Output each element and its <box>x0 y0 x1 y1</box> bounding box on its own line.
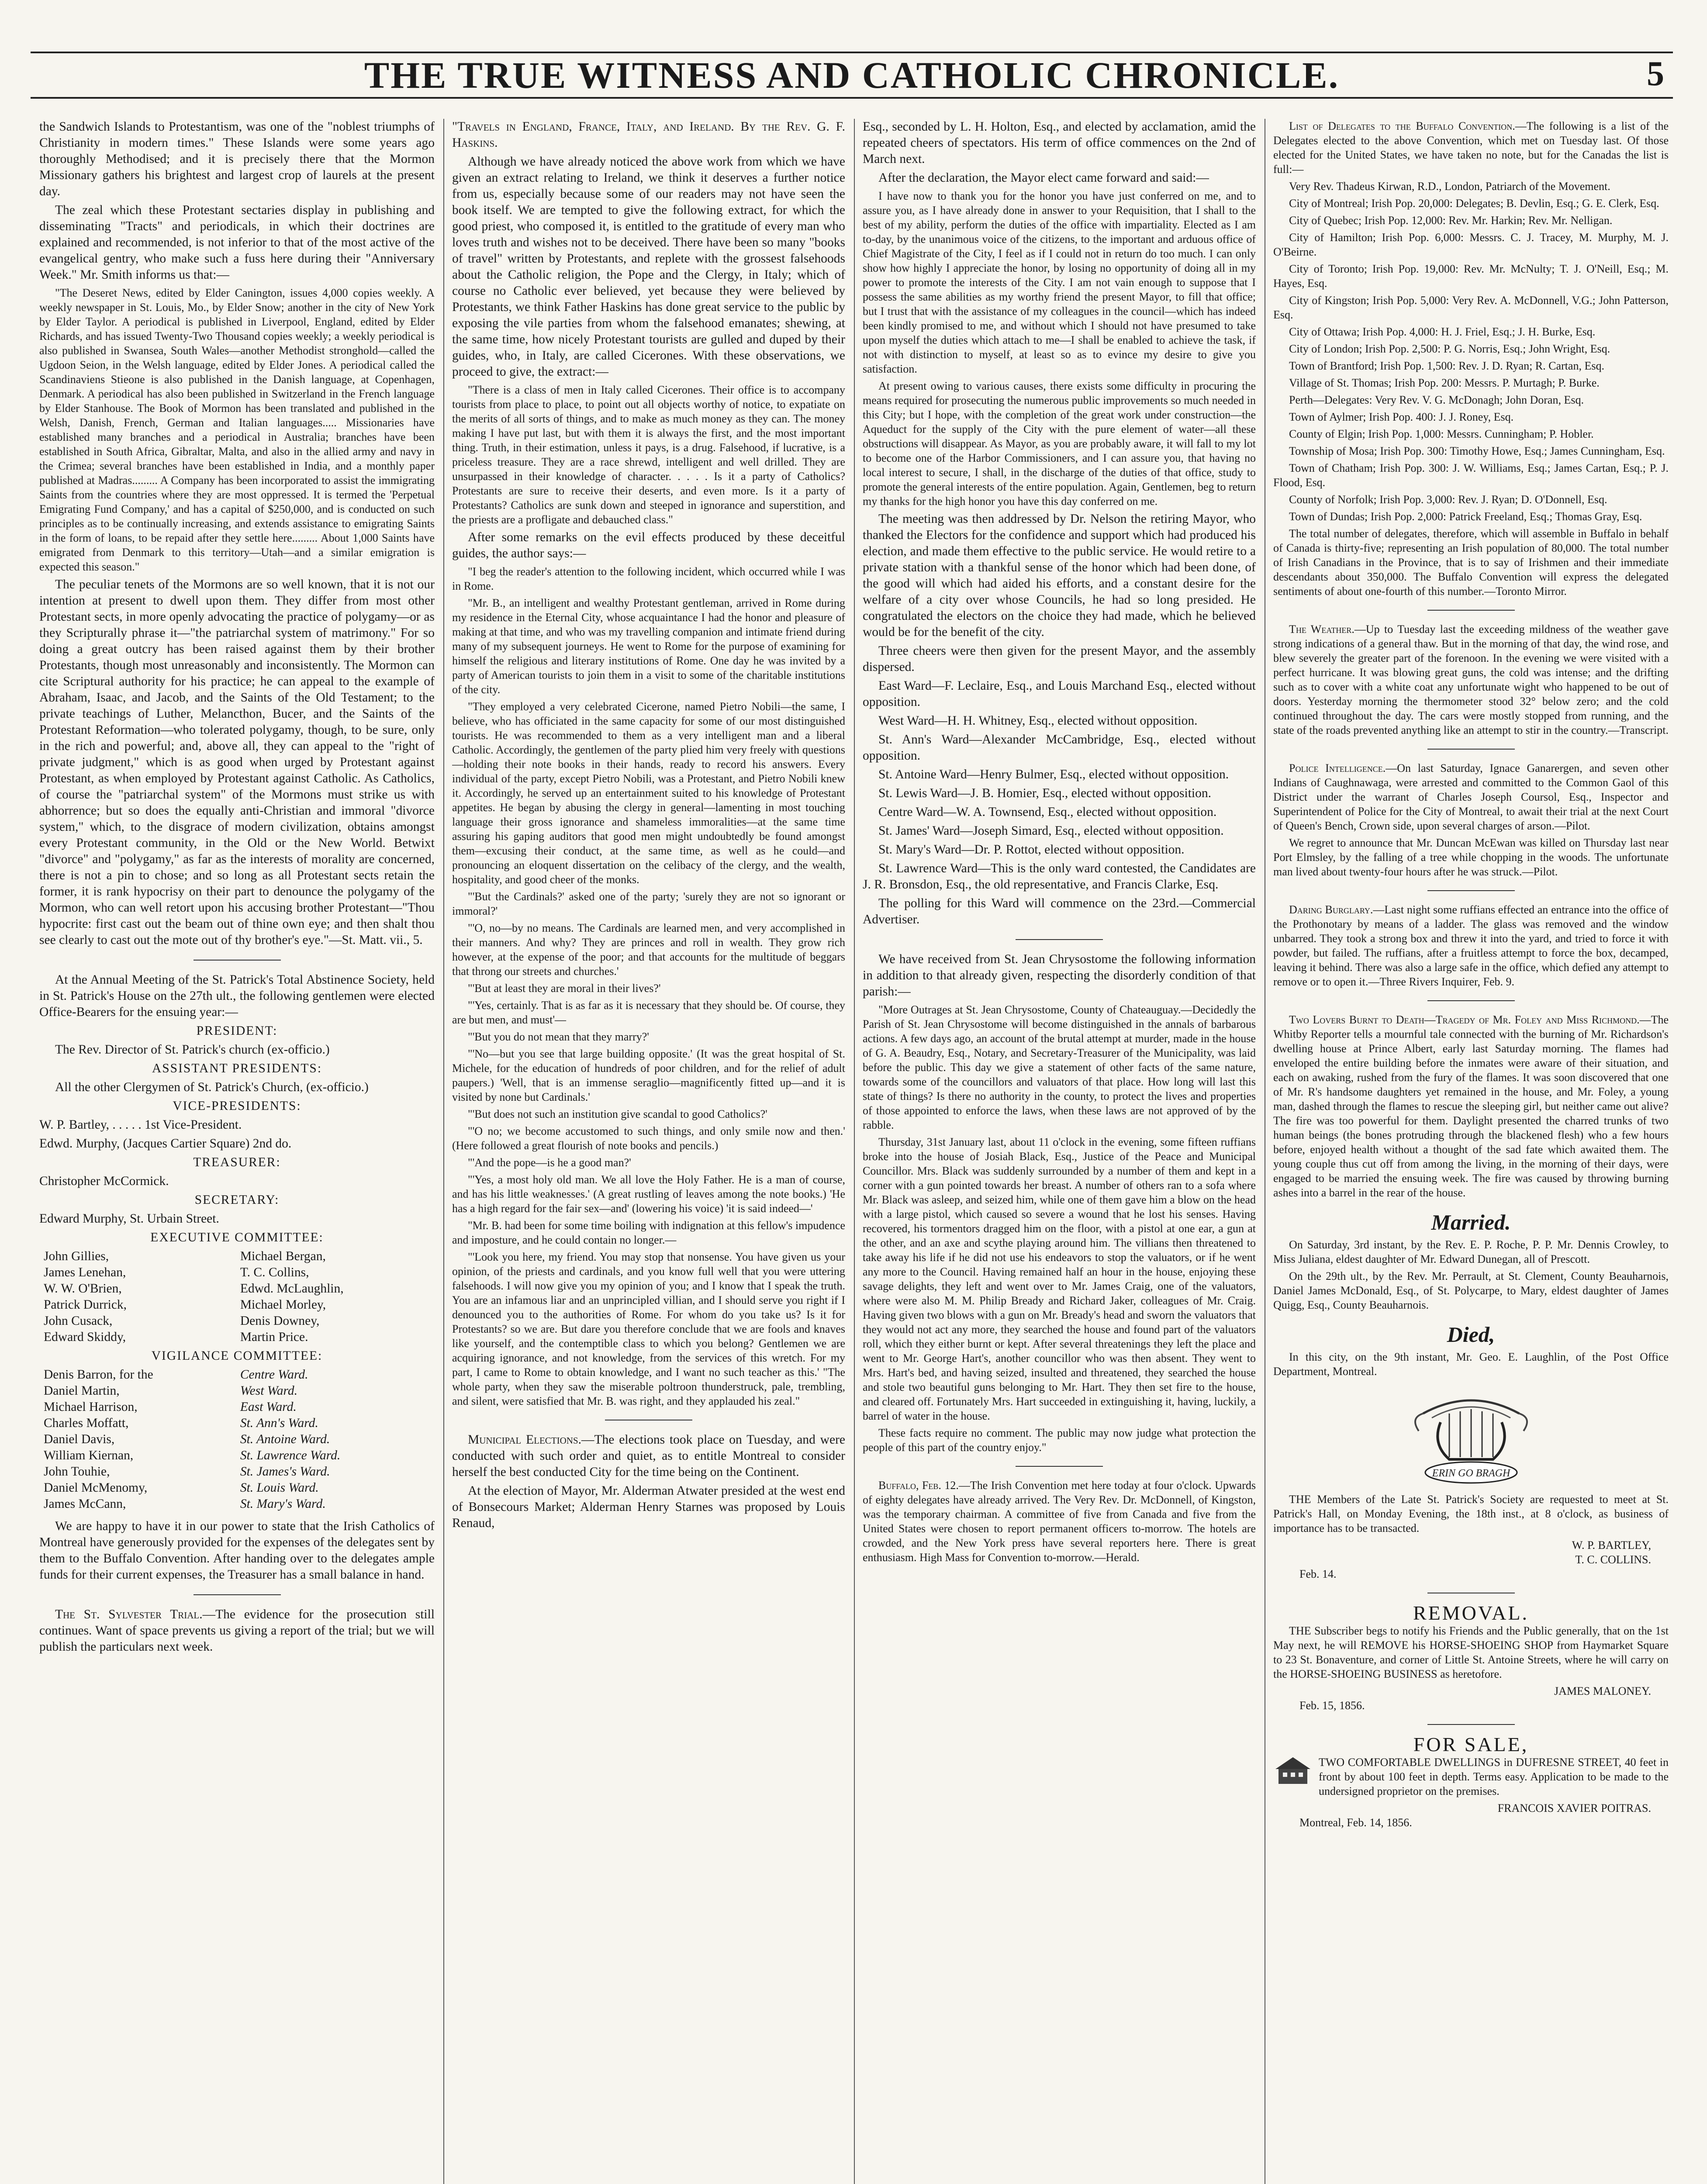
weather-report: The Weather.—Up to Tuesday last the exceeding mildness of the weather gave strong indications of a general thaw. But in the morning of that day, the wind rose, and blew severely the greater part of the forenoon. In the evening we were visited with a perfect hurricane. It was blowing great guns, the cold was intense; and the drifting such as to cover with a white coat any unfortunate wight who happened to be out of doors. Yesterday morning the thermometer stood 32° below zero; and the cold continued throughout the day. The cars were mostly stopped from running, and the state of the roads prevented anything like an attempt to stir in the country.—Transcript. <box>1273 623 1669 736</box>
delegate-line: Village of St. Thomas; Irish Pop. 200: Messrs. P. Murtagh; P. Burke. <box>1289 377 1600 389</box>
three-cheers: Three cheers were then given for the present Mayor, and the assembly dispersed. <box>863 644 1256 674</box>
delegate-line: Town of Chatham; Irish Pop. 300: J. W. Williams, Esq.; James Cartan, Esq.; P. J. Flood, Esq. <box>1273 462 1669 489</box>
mayor-speech-1: I have now to thank you for the honor you have just conferred on me, and to assure you, as I have already done in answer to your Requisition, that I shall to the best of my ability, perform the duties of the office with impartiality. Elected as I am to-day, by the unanimous voice of the citizens, to the important and arduous office of Chief Magistrate of the City, I feel as if I could not in return do too much. I can only show how highly I appreciate the honor, by losing no opportunity of doing all in my power to promote the interests of the City. I am not vain enough to suppose that I possess the same abilities as my worthy friend the present Mayor, to fill that office; but I trust that with the assistance of my colleagues in the council—which has indeed been kindly promised to me, and without which I should not have presumed to take upon myself the duties which attach to me—I shall be enabled to achieve the task, if not with distinction to myself, at least so as to evince my desire to give you satisfaction. <box>863 190 1256 375</box>
haskins-quote-3: "Mr. B., an intelligent and wealthy Protestant gentleman, arrived in Rome during my residence in the Eternal City, whose acquaintance I had the honor and pleasure of making at that time, and who was my travelling companion and intimate friend during many of my subsequent journeys. He went to Rome for the purpose of examining for himself the religious and literary institutions of Rome. One day he was invited by a party of American tourists to join them in a visit to some of the charitable institutions of the city. <box>452 597 845 696</box>
abstinence-intro: At the Annual Meeting of the St. Patrick's Total Abstinence Society, held in St. Patrick's House on the 27th ult., the following gentlemen were elected Office-Bearers for the ensuing year:— <box>39 973 435 1019</box>
list-item: W. W. O'Brien, Edwd. McLaughlin, <box>44 1282 344 1296</box>
ward-st-james: St. James' Ward—Joseph Simard, Esq., elected without opposition. <box>878 824 1224 838</box>
haskins-quote-5: "'But the Cardinals?' asked one of the party; 'surely they are not so ignorant or immoral?' <box>452 890 845 917</box>
buffalo-convention: Buffalo, Feb. 12.—The Irish Convention met here today at four o'clock. Upwards of eighty delegates have already arrived. The Very Rev. Dr. McDonnell, of Kingston, was the temporary chairman. A committee of five from Canada and five from the United States were chosen to report permanent officers to-morrow. The hotels are crowded, and the New York press have several reporters here. There is great enthusiasm. High Mass for Convention to-morrow.—Herald. <box>863 1479 1256 1564</box>
ward-st-antoine: St. Antoine Ward—Henry Bulmer, Esq., elected without opposition. <box>878 767 1229 781</box>
separator <box>194 1594 281 1595</box>
treasurer-heading: TREASURER: <box>193 1155 281 1169</box>
delegate-line: City of London; Irish Pop. 2,500: P. G. Norris, Esq.; John Wright, Esq. <box>1289 342 1610 355</box>
column-4 <box>1273 119 1669 2184</box>
delegates-intro: List of Delegates to the Buffalo Convention.—The following is a list of the Delegates elected to the above Convention, which met on Tuesday last. Of those elected for the United States, we have taken no note, but for the Canadas the list is full:— <box>1273 120 1669 176</box>
mormon-quote: "The Deseret News, edited by Elder Canington, issues 4,000 copies weekly. A weekly newspaper in St. Louis, Mo., by Elder Snow; another in the city of New York by Elder Taylor. A periodical is published in Liverpool, England, edited by Elder Richards, and has issued Twenty-Two Thousand copies weekly; a weekly periodical is also published in Swansea, South Wales—another Methodist stronghold—called the Ugdoon Seion, in the Welsh language, edited by Elder Jones. A periodical called the Scandinaviens Stieone is also published in the Danish language, at Copenhagen, Denmark. A periodical has also been published in Switzerland in the French language by Elder Stanhouse. The Book of Mormon has been translated and published in the Welsh, Danish, French, German and Italian languages..... Missionaries have established many branches and a periodical in Australia; branches have been established in South Africa, Gibraltar, Malta, and also in the allied army and navy in the Crimea; several branches have been established in India, and a monthly paper published at Madras......... A Company has been incorporated to assist the immigrating Saints from the countries where they are most oppressed. It is termed the 'Perpetual Emigrating Fund Company,' and has a capital of $250,000, and is conducted on such principles as to be continually increasing, and extends assistance to emigrating Saints in the form of loans, to be repaid after they settle here......... About 1,000 Saints have emigrated from Denmark to this territory—Utah—and a similar emigration is expected this season." <box>39 287 435 573</box>
vigilance-heading: VIGILANCE COMMITTEE: <box>151 1349 323 1363</box>
secretary: Edward Murphy, St. Urbain Street. <box>39 1212 219 1226</box>
mormon-article-p1: the Sandwich Islands to Protestantism, was one of the "noblest triumphs of Christianity in modern times." These Islands were some years ago thoroughly Methodised; and it is precisely there that the Mormon Missionary gathers his brightest and largest crop of laurels at the present day. <box>39 120 435 198</box>
haskins-quote-15: "Mr. B. had been for some time boiling with indignation at this fellow's impudence and imposture, and he could contain no longer.— <box>452 1219 845 1246</box>
married-1: On Saturday, 3rd instant, by the Rev. E. P. Roche, P. P. Mr. Dennis Crowley, to Miss Juliana, eldest daughter of Mr. Edward Dunegan, all of Prescott. <box>1273 1238 1669 1265</box>
list-item: Daniel McMenomy, St. Louis Ward. <box>44 1481 319 1495</box>
haskins-quote-13: "'And the pope—is he a good man?' <box>468 1156 631 1169</box>
haskins-heading: "Travels in England, France, Italy, and Ireland. By the Rev. G. F. Haskins. <box>452 120 845 150</box>
assistant-heading: ASSISTANT PRESIDENTS: <box>152 1061 322 1075</box>
delegate-line: Perth—Delegates: Very Rev. V. G. McDonagh; John Doran, Esq. <box>1289 394 1584 406</box>
list-item: Charles Moffatt, St. Ann's Ward. <box>44 1416 318 1430</box>
sale-date: Montreal, Feb. 14, 1856. <box>1299 1816 1412 1829</box>
haskins-quote-11: "'But does not such an institution give scandal to good Catholics?' <box>468 1108 767 1120</box>
president-heading: PRESIDENT: <box>196 1024 278 1038</box>
delegate-line: City of Quebec; Irish Pop. 12,000: Rev. Mr. Harkin; Rev. Mr. Nelligan. <box>1289 214 1613 227</box>
delegate-line: City of Toronto; Irish Pop. 19,000: Rev. Mr. McNulty; T. J. O'Neill, Esq.; M. Hayes, Esq. <box>1273 263 1669 290</box>
delegate-line: County of Norfolk; Irish Pop. 3,000: Rev. J. Ryan; D. O'Donnell, Esq. <box>1289 493 1607 506</box>
removal-heading: REMOVAL. <box>1413 1602 1529 1624</box>
list-item: William Kiernan, St. Lawrence Ward. <box>44 1448 341 1462</box>
delegate-line: Town of Aylmer; Irish Pop. 400: J. J. Roney, Esq. <box>1289 411 1514 423</box>
chrysostome-comment: These facts require no comment. The public may now judge what protection the people of this part of the country enjoy." <box>863 1427 1256 1454</box>
sale-advert <box>1273 1755 1669 1801</box>
police-intelligence: Police Intelligence.—On last Saturday, Ignace Ganarergen, and seven other Indians of Caughnawaga, were arrested and committed to the Common Gaol of this District under the warrant of Charles Joseph Coursol, Esq., Inspector and Superintendent of Police for the City of Montreal, to await their trial at the next Court of Queen's Bench, Crown side, upon several charges of arson.—Pilot. <box>1273 762 1669 832</box>
delegate-line: Town of Dundas; Irish Pop. 2,000: Patrick Freeland, Esq.; Thomas Gray, Esq. <box>1289 510 1642 523</box>
separator <box>1427 749 1515 750</box>
delegate-line: Very Rev. Thadeus Kirwan, R.D., London, Patriarch of the Movement. <box>1289 180 1610 193</box>
haskins-quote-9: "'But you do not mean that they marry?' <box>468 1030 649 1043</box>
mcewan-death: We regret to announce that Mr. Duncan McEwan was killed on Thursday last near Port Elmsley, by the falling of a tree while chopping in the woods. The unfortunate man lived about twenty-four hours after he was struck.—Pilot. <box>1273 836 1669 878</box>
ward-st-ann: St. Ann's Ward—Alexander McCambridge, Esq., elected without opposition. <box>863 733 1256 763</box>
chrysostome-thursday: Thursday, 31st January last, about 11 o'clock in the evening, some fifteen ruffians broke into the house of Josiah Black, Esq., Justice of the Peace and Municipal Councillor. Mrs. Black was suddenly surrounded by a number of them and kept in a corner with a gun pointed towards her breast. A number of others ran to a sofa where Mr. Black was asleep, and seized him, while one of them gave him a blow on the head with a large pistol, which caused so severe a wound that he lost his senses. Having recovered, his tormentors dragged him on the floor, with a pistol at one ear, a gun at the other, and an axe and scythe playing around him. The villians then threatened to take away his life if he did not use his endeavors to stop the valuators, or if he went any more to the Council. Having remained half an hour in the house, enjoying these savage delights, they left and went over to Mr. James Craig, one of the valuators, where were also M. M. Philip Bready and Richard Jaker, colleagues of Mr. Craig. Having given two blows with a gun on Mr. Bready's head and sworn the valuators that they would not act any more, they searched the house and found part of the valuators roll, which they either burnt or kept. After several threatenings they left the place and went to Mr. George Hart's, another councillor who was then absent. They went to Mrs. Hart's bed, and having seized, insulted and threatened, they searched the house and stole two beautiful guns belonging to Mr. Hart. They then set fire to the house, and cleared off. Fortunately Mrs. Hart succeeded in extinguishing it, having, luckily, a barrel of water in the house. <box>863 1136 1256 1422</box>
vigilance-list <box>39 1367 435 1512</box>
ward-st-lewis: St. Lewis Ward—J. B. Homier, Esq., elected without opposition. <box>878 786 1212 800</box>
ward-st-mary: St. Mary's Ward—Dr. P. Rottot, elected without opposition. <box>878 843 1185 857</box>
haskins-quote-16: "'Look you here, my friend. You may stop that nonsense. You have given us your opinion, of the priests and cardinals, and you know full well that you were uttering falsehoods. I will now give you my opinion of you; and I know that I speak the truth. You are an infamous liar and an unprincipled villian, and I should serve you right if I denounced you to the authorities of Rome. For whom do you take us? Is it for Protestants? so we are. But dare you therefore conclude that we are fools and knaves like yourself, and the contemptible class to which you belong? Gentlemen we are acquiring ignorance, and not knowledge, from the services of this wretch. For my part, I came to Rome to obtain knowledge, and I want no such teacher as this.' "The whole party, when they saw the miserable poltroon thunderstruck, pale, trembling, and silent, were satisfied that Mr. B. was right, and they applauded his zeal." <box>452 1251 845 1407</box>
list-item: Michael Harrison, East Ward. <box>44 1400 297 1414</box>
column-2 <box>452 119 845 2184</box>
municipal-elections: Municipal Elections.—The elections took place on Tuesday, and were conducted with such order and quiet, as to entitle Montreal to consider herself the best conducted City for the time being on the Continent. <box>452 1433 845 1479</box>
column-3 <box>863 119 1256 2184</box>
treasurer: Christopher McCormick. <box>39 1174 169 1188</box>
society-notice: THE Members of the Late St. Patrick's Society are requested to meet at St. Patrick's Hall, on Monday Evening, the 18th inst., at 8 o'clock, as business of importance has to be transacted. <box>1273 1493 1669 1534</box>
delegate-line: City of Montreal; Irish Pop. 20,000: Delegates; B. Devlin, Esq.; G. E. Clerk, Esq. <box>1289 197 1659 210</box>
delegate-line: City of Hamilton; Irish Pop. 6,000: Messrs. C. J. Tracey, M. Murphy, M. J. O'Beirne. <box>1273 231 1669 258</box>
notice-signature-2: T. C. COLLINS. <box>1575 1553 1651 1566</box>
vice-president-2: Edwd. Murphy, (Jacques Cartier Square) 2nd do. <box>39 1137 292 1151</box>
haskins-quote-12: "'O no; we become accustomed to such things, and only smile now and then.' (Here followed a great flourish of note books and pencils.) <box>452 1125 845 1152</box>
newspaper-title: THE TRUE WITNESS AND CATHOLIC CHRONICLE. <box>364 54 1340 96</box>
list-item: John Cusack, Denis Downey, <box>44 1314 320 1328</box>
list-item: James Lenehan, T. C. Collins, <box>44 1265 309 1279</box>
delegate-line: Township of Mosa; Irish Pop. 300: Timothy Howe, Esq.; James Cunningham, Esq. <box>1289 445 1665 457</box>
column-rule <box>854 119 855 2184</box>
separator <box>1427 610 1515 611</box>
mormon-article-p2: The zeal which these Protestant sectaries display in publishing and disseminating "Tracts" and periodicals, in which their doctrines are explained and recommended, is not inferior to that of the most active of the evangelical gentry, who make such a fuss here during their "Anniversary Week." Mr. Smith informs us that:— <box>39 203 435 282</box>
delegate-line: Town of Brantford; Irish Pop. 1,500: Rev. J. D. Ryan; R. Cartan, Esq. <box>1289 359 1604 372</box>
notice-signature-1: W. P. BARTLEY, <box>1572 1539 1651 1552</box>
assistant-presidents: All the other Clergymen of St. Patrick's Church, (ex-officio.) <box>55 1080 369 1094</box>
sale-heading: FOR SALE, <box>1413 1733 1529 1755</box>
haskins-quote-1: "There is a class of men in Italy called Cicerones. Their office is to accompany tourists from place to place, to point out all objects worthy of notice, to expatiate on the merits of all sorts of things, and to make as much money as they can. The money making I have put last, but with them it is always the first, and the most important thing. Truth, in their estimation, unless it pays, is a drug. Falsehood, if lucrative, is a priceless treasure. They are a race shrewd, intelligent and well drilled. They are unsurpassed in their knowledge of character. . . . . Is it a party of Catholics? Protestants are sure to receive their deserts, and even more. Is it a party of Protestants? Catholics are sunk down and steeped in ignorance and superstition, and the priests are a profligate and debauched class." <box>452 384 845 526</box>
list-item: Denis Barron, for the Centre Ward. <box>44 1368 308 1382</box>
column-rule <box>443 119 444 2184</box>
mayor-election: At the election of Mayor, Mr. Alderman Atwater presided at the west end of Bonsecours Market; Alderman Henry Starnes was proposed by Louis Renaud, <box>452 1484 845 1530</box>
haskins-p1: Although we have already noticed the above work from which we have given an extract relating to Ireland, we think it deserves a further notice from us, especially because some of our readers may not have seen the book itself. We are tempted to give the following extract, for which the good priest, who composed it, is entitled to the gratitude of every man who loves truth and wishes not to be deceived. There have been so many "books of travel" written by Protestants, and replete with the grossest falsehoods about the Catholic religion, the Pope and the Clergy, in Italy; which of course no Catholic ever believed, yet because they were believed by Protestants, we think Father Haskins has done great service to the public by exposing the vile parties from whom the falsehood emanates; shewing, at the same time, how nicely Protestant tourists are gulled and duped by their guides, who, in Italy, are called Cicerones. With these observations, we proceed to give, the extract:— <box>452 155 845 379</box>
ward-west: West Ward—H. H. Whitney, Esq., elected without opposition. <box>878 714 1198 728</box>
sale-notice: TWO COMFORTABLE DWELLINGS in DUFRESNE STREET, 40 feet in front by about 100 feet in depth. Terms easy. Application to be made to the undersigned proprietor on the premises. <box>1319 1756 1669 1797</box>
removal-date: Feb. 15, 1856. <box>1299 1699 1365 1712</box>
married-heading: Married. <box>1431 1210 1511 1234</box>
separator <box>1016 1466 1103 1467</box>
delegate-line: County of Elgin; Irish Pop. 1,000: Messrs. Cunningham; P. Hobler. <box>1289 428 1594 440</box>
haskins-quote-2: "I beg the reader's attention to the following incident, which occurred while I was in Rome. <box>452 565 845 592</box>
harp-emblem-icon <box>1406 1387 1537 1488</box>
list-item: Daniel Martin, West Ward. <box>44 1384 297 1398</box>
delegates-total: The total number of delegates, therefore, which will assemble in Buffalo in behalf of Canada is thirty-five; representing an Irish population of 80,000. The total number of Irish Canadians in the Province, that is to say of Irishmen and their immediate descendants about 350,000. The Buffalo Convention will express the delegated sentiments of about one-fourth of this number.—Toronto Mirror. <box>1273 527 1669 598</box>
died-1: In this city, on the 9th instant, Mr. Geo. E. Laughlin, of the Post Office Department, Montreal. <box>1273 1351 1669 1378</box>
column-1 <box>39 119 435 2184</box>
house-icon <box>1273 1755 1313 1786</box>
list-item: James McCann, St. Mary's Ward. <box>44 1497 326 1511</box>
vice-president-1: W. P. Bartley, . . . . . 1st Vice-President. <box>39 1118 242 1132</box>
separator <box>1427 1724 1515 1725</box>
mayor-forward: After the declaration, the Mayor elect came forward and said:— <box>878 171 1209 185</box>
bottom-rule <box>31 97 1673 99</box>
haskins-quote-6: "'O, no—by no means. The Cardinals are learned men, and very accomplished in their manners. And why? They are princes and roll in wealth. They grow rich however, at the expense of the poor; and that accounts for the multitude of beggars that throng our streets and churches.' <box>452 922 845 978</box>
president: The Rev. Director of St. Patrick's church (ex-officio.) <box>55 1043 330 1057</box>
separator <box>194 960 281 961</box>
chrysostome-intro: We have received from St. Jean Chrysostome the following information in addition to that already given, respecting the disorderly condition of that parish:— <box>863 952 1256 999</box>
haskins-quote-14: "'Yes, a most holy old man. We all love the Holy Father. He is a man of course, and has his little weaknesses.' (A great rustling of leaves among the note books.) 'He has a high regard for the fair sex—and' (lowering his voice) 'it is said indeed—' <box>452 1173 845 1215</box>
notice-date: Feb. 14. <box>1299 1568 1337 1580</box>
delegate-line: City of Kingston; Irish Pop. 5,000: Very Rev. A. McDonnell, V.G.; John Patterson, Esq. <box>1273 294 1669 321</box>
mayor-elected: Esq., seconded by L. H. Holton, Esq., and elected by acclamation, amid the repeated cheers of spectators. His term of office commences on the 2nd of March next. <box>863 120 1256 166</box>
executive-heading: EXECUTIVE COMMITTEE: <box>150 1230 324 1244</box>
polling-note: The polling for this Ward will commence on the 23rd.—Commercial Advertiser. <box>863 896 1256 926</box>
mormon-article-p3: The peculiar tenets of the Mormons are so well known, that it is not our intention at present to dwell upon them. They differ from most other Protestant sects, in more openly advocating the practice of polygamy—or as they Scripturally phrase it—"the patriarchal system of matrimony." For so doing a great outcry has been raised against them by their brother Protestants, though most unreasonably and inconsistently. The Mormon can cite Scriptural authority for his practice; he can appeal to the example of Abraham, Isaac, and Jacob, and the Saints of the Old Testament; to the private teachings of Luther, Melancthon, Bucer, and the Saints of the Protestant Reformation—who tolerated polygamy, though, to be sure, only in the rich and powerful; and, above all, they can appeal to the "right of private judgment," which is as good when urged by Protestant against Protestant, as when employed by Protestant against Catholic. As Catholics, of course the "patriarchal system" of the Mormons must strike us with abhorrence; but so does the equally anti-Christian and immoral "divorce system," which, to the disgrace of modern civilization, obtains amongst every Protestant community, in the Old or the New World. Betwixt "divorce" and "polygamy," as far as the interests of morality are concerned, there is not a pin to chose; and so long as all Protestant sects retain the former, it is rank hypocrisy on their part to denounce the polygamy of the Mormon, who can well retort upon his accusing brother Protestant—"Thou hypocrite: first cast out the beam out of thine own eye; and then shalt thou see clearly to cast out the mote out of thy brother's eye."—St. Matt. vii., 5. <box>39 577 435 947</box>
list-item: Edward Skiddy, Martin Price. <box>44 1330 308 1344</box>
died-heading: Died, <box>1447 1322 1495 1347</box>
haskins-quote-10: "'No—but you see that large building opposite.' (It was the great hospital of St. Michele, for the education of hundreds of poor children, and for the relief of adult paupers.) 'Well, that is an immense seraglio—magnificently fitted up—and it is visited by none but Cardinals.' <box>452 1047 845 1103</box>
harp-banner: ERIN GO BRAGH <box>1432 1468 1510 1479</box>
removal-notice: THE Subscriber begs to notify his Friends and the Public generally, that on the 1st May next, he will REMOVE his HORSE-SHOEING SHOP from Haymarket Square to 23 St. Bonaventure, and corner of Little St. Antoine Streets, where he will carry on the HORSE-SHOEING BUSINESS as heretofore. <box>1273 1624 1669 1680</box>
page-number: 5 <box>1647 55 1664 93</box>
separator <box>1427 1000 1515 1001</box>
delegate-line: City of Ottawa; Irish Pop. 4,000: H. J. Friel, Esq.; J. H. Burke, Esq. <box>1289 325 1596 338</box>
masthead <box>31 52 1673 104</box>
ward-st-lawrence: St. Lawrence Ward—This is the only ward contested, the Candidates are J. R. Bronsdon, Esq., the old representative, and Francis Clarke, Esq. <box>863 861 1256 892</box>
list-item: John Gillies, Michael Bergan, <box>44 1249 326 1263</box>
mayor-speech-2: At present owing to various causes, there exists some difficulty in procuring the means required for prosecuting the numerous public improvements so much needed in this City; but I hope, with the completion of the great work under construction—the Aqueduct for the supply of the City with the pure element of water—all these obstructions will disappear. As Mayor, as you are probably aware, it will fall to my lot to become one of the Harbor Commissioners, and I can assure you, that having no local interest to secure, I shall, in the discharge of the duties of that office, study to promote the general interests of the entire population. Again, Gentlemen, beg to return my thanks for the high honor you have this day conferred on me. <box>863 380 1256 508</box>
haskins-p3: After some remarks on the evil effects produced by these deceitful guides, the author says:— <box>452 530 845 560</box>
buffalo-funds-note: We are happy to have it in our power to state that the Irish Catholics of Montreal have generously provided for the expenses of the delegates sent by them to the Buffalo Convention. After handing over to the delegates ample funds for their current expenses, the Treasurer has a small balance in hand. <box>39 1519 435 1582</box>
haskins-quote-8: "'Yes, certainly. That is as far as it is necessary that they should be. Of course, they are but men, and must'— <box>452 999 845 1026</box>
haskins-quote-4: "They employed a very celebrated Cicerone, named Pietro Nobili—the same, I believe, who has officiated in the same capacity for some of our most distinguished tourists. He was recommended to them as a very intelligent man and a liberal Catholic. Accordingly, the gentlemen of the party plied him very freely with questions—holding their note books in their hands, ready to record his answers. Every individual of the party, except Pietro Nobili, was a Protestant, and Pietro Nobili knew it. Accordingly, he served up an entertainment suited to his knowledge of Protestant appetites. He began by abusing the clergy in general—lamenting in most touching language their gross ignorance and shameless immoralities—at the same time assuring his gaping auditors that good men might undoubtedly be found amongst them—excusing their conduct, at the same time, as well as he could—and pronouncing an eloquent dissertation on the celibacy of the clergy, and the wealth, hospitality, and good cheer of the monks. <box>452 700 845 886</box>
sylvester-trial: The St. Sylvester Trial.—The evidence for the prosecution still continues. Want of space prevents us giving a report of the trial; but we will publish the particulars next week. <box>39 1607 435 1654</box>
separator <box>1427 890 1515 891</box>
ward-centre: Centre Ward—W. A. Townsend, Esq., elected without opposition. <box>878 805 1217 819</box>
haskins-quote-7: "'But at least they are moral in their lives?' <box>468 982 661 995</box>
sale-signature: FRANCOIS XAVIER POITRAS. <box>1497 1802 1651 1814</box>
married-2: On the 29th ult., by the Rev. Mr. Perrault, at St. Clement, County Beauharnois, Daniel James McDonald, Esq., of St. Polycarpe, to Mary, eldest daughter of James Quigg, Esq., County Beauharnois. <box>1273 1270 1669 1311</box>
nelson-address: The meeting was then addressed by Dr. Nelson the retiring Mayor, who thanked the Electors for the confidence and support which had produced his election, and made them effective to the public service. He would retire to a private station with a thankful sense of the honor which had been done, of the good will which had aided his efforts, and a constant desire for the welfare of a city over whose Councils, he had so long presided. He congratulated the electors on the choice they had made, which he believed would be for the benefit of the city. <box>863 512 1256 639</box>
secretary-heading: SECRETARY: <box>194 1193 280 1207</box>
list-item: Patrick Durrick, Michael Morley, <box>44 1298 326 1312</box>
separator <box>1016 939 1103 940</box>
removal-signature: JAMES MALONEY. <box>1554 1685 1651 1697</box>
list-item: John Touhie, St. James's Ward. <box>44 1465 330 1479</box>
two-lovers: Two Lovers Burnt to Death—Tragedy of Mr. Foley and Miss Richmond.—The Whitby Reporter tells a mournful tale connected with the burning of Mr. Richardson's dwelling house at Prince Albert, early last Saturday morning. The flames had enveloped the entire building before the inmates were aware of their situation, and each on awaking, rushed from the fury of the flames. It was soon discovered that one of Mr. R's handsome daughters yet remained in the house, and Mr. Foley, a young man, dashed through the flames to rescue the sleeping girl, but neither came out alive? The fire was too powerful for them. Daylight presented the charred trunks of two human beings (the bones protruding through the blackened flesh) who a few hours before, enjoyed health without a thought of the sad fate which awaited them. The young couple thus cut off from among the living, in the morning of their days, were engaged to be married the ensuing week. The fire was caused by throwing burning ashes into a barrel in the rear of the house. <box>1273 1013 1669 1199</box>
list-item: Daniel Davis, St. Antoine Ward. <box>44 1432 330 1446</box>
ward-east: East Ward—F. Leclaire, Esq., and Louis Marchand Esq., elected without opposition. <box>863 679 1256 709</box>
chrysostome-outrages: "More Outrages at St. Jean Chrysostome, County of Chateauguay.—Decidedly the Parish of St. Jean Chrysostome will become distinguished in the annals of barbarous actions. A few days ago, an account of the brutal attempt at murder, made in the house of G. A. Beaudry, Esq., Notary, and Secretary-Treasurer of the Municipality, was laid before the public. This day we give a statement of other facts of the same nature, towards some of the councillors and valuators of that place. How long will last this state of things? Is there no authority in the county, to protect the lives and properties of those appointed to enforce the laws, when these laws are not approved of by the rabble. <box>863 1003 1256 1131</box>
executive-list <box>39 1248 435 1345</box>
daring-burglary: Daring Burglary.—Last night some ruffians effected an entrance into the office of the Prothonotary by means of a ladder. The glass was removed and the window unbarred. They took a strong box and threw it into the yard, and tried to force it with powder, but failed. The ruffians, after a fruitless attempt to force the box, decamped, leaving it behind. There was also a large safe in the office, which defied any attempt to remove or to open it.—Three Rivers Inquirer, Feb. 9. <box>1273 903 1669 988</box>
vice-heading: VICE-PRESIDENTS: <box>173 1099 301 1113</box>
